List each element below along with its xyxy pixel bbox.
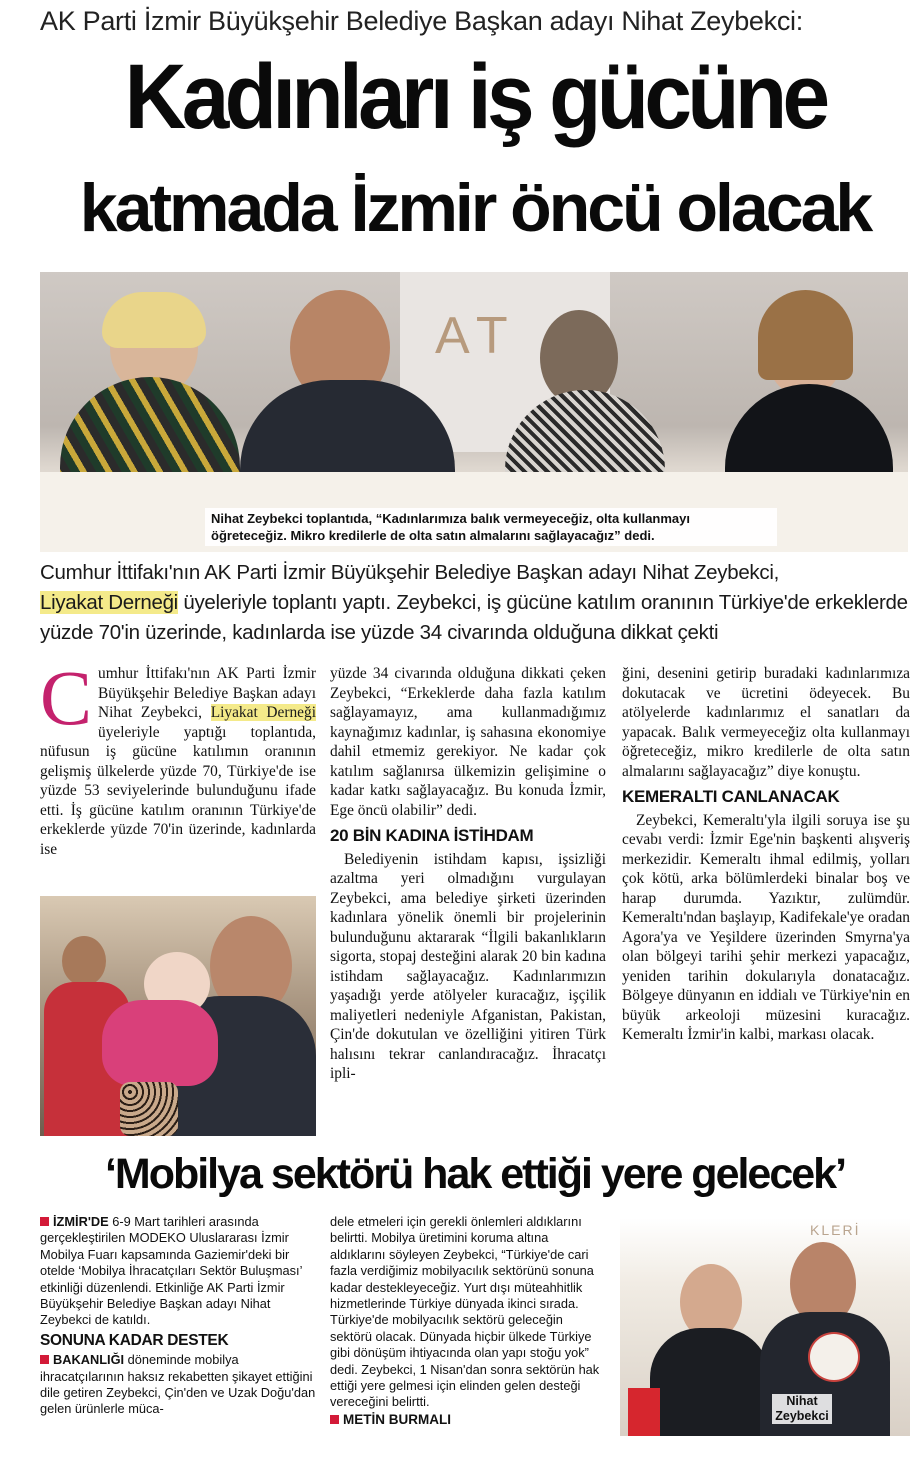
column-1-text-b: üyeleriyle yaptığı toplantıda, nüfusun iş gücüne katılımın oranının gelişmiş ülkelerde yüzde 70, Türkiye'de ise yüzde 53 seviyelerinde bulunduğunu ifade etti. İş gücüne katılım oranının Türkiye'de erkeklerde yüzde 70'in üzerinde, kadınlarda ise — [40, 723, 316, 858]
lead-paragraph — [40, 558, 910, 648]
second-column-2 — [330, 1214, 606, 1428]
article-column-2 — [330, 664, 606, 1084]
man-left — [650, 1328, 770, 1436]
second-column-1 — [40, 1214, 316, 1418]
para-lead: BAKANLIĞI — [53, 1352, 125, 1368]
baby-body — [102, 1000, 218, 1086]
photo-caption-line-1: Nihat Zeybekci toplantıda, “Kadınlarımıza balık vermeyeceğiz, olta kullanmayı — [211, 511, 690, 526]
kicker: AK Parti İzmir Büyükşehir Belediye Başkan adayı Nihat Zeybekci: — [40, 6, 803, 36]
column-1-text-a: umhur İttifakı'nın AK Parti İzmir Büyükşehir Belediye Başkan adayı Nihat Zeybekci, — [98, 665, 316, 721]
drop-cap: C — [40, 654, 93, 741]
headline-line-2: katmada İzmir öncü olacak — [79, 170, 871, 246]
second-col-2-text: dele etmeleri için gerekli önlemleri aldıklarını belirtti. Mobilya üretimini koruma altına aldıklarını söyleyen Zeybekci, “Türkiye'de cari fazla verdiğimiz mobilyacılık sektörünü sonuna kadar destekleyeceğiz. Yurt dışı müteahhitlik hizmetlerinde Türkiye dünyada ikinci sırada. Türkiye'de mobilyacılık sektörü geleceğin sektörü olacak. Dünyada hiçbir ülkede Türkiye gibi dönüşüm ihtiyacında olan yapı stoğu yok” dedi. Zeybekci, 1 Nisan'dan sonra sektörün hak ettiği yere gelmesi için elinden gelen desteği vereceğini belirtti. — [330, 1214, 600, 1410]
lead-text-1: Cumhur İttifakı'nın AK Parti İzmir Büyükşehir Belediye Başkan adayı Nihat Zeybekci, — [40, 561, 779, 584]
lead-text-2: üyeleriyle toplantı yaptı. Zeybekci, iş gücüne katılım oranının Türkiye'de erkeklerde yüzde 70'in üzerinde, kadınlarda ise yüzde 34 civarında olduğuna dikkat çekti — [40, 591, 908, 644]
column-3-text-b: Zeybekci, Kemeraltı'yla ilgili soruya ise şu cevabı verdi: İzmir Ege'nin başkenti alışveriş merkezidir. Kemeraltı ihmal edilmiş, yolları çok kötü, arka bölümlerdeki binalar boş ve harap durumda. Yazıktır, zulümdür. Kemeraltı'ndan başlayıp, Kadifekale'ye oradan Agora'ya ve Yeşildere üzerinden Smyrna'ya olan bölgeyi tarihi şehir merkezi yapacağız, yeniden tarihin dokularıyla donatacağız. Bölgeye dünyanın en iddialı ve Türkiye'nin en büyük arkeoloji müzesini kuracağız. Kemeraltı İzmir'in kalbi, markası olacak. — [622, 811, 910, 1043]
backdrop-text: AT — [435, 307, 518, 365]
subhead-employment: 20 BİN KADINA İSTİHDAM — [330, 826, 534, 845]
bullet-square — [40, 1217, 49, 1226]
person-1-hair — [102, 292, 206, 348]
byline — [330, 1412, 606, 1428]
lead-highlight: Liyakat Derneği — [40, 591, 178, 614]
column-3-text-a: ğini, desenini getirip buradaki kadınlarımıza dokutacak ve ücretini ödeyecek. Bu atölyelerde kadınlarımız el sanatları da yapacak. Balık vermeyeceğiz olta kullanmayı öğreteceğiz, mikro kredilerle de olta satın almalarını sağlayacağız” diye konuştu. — [622, 665, 910, 780]
bullet-square — [40, 1355, 49, 1364]
second-col-1-text-a: 6-9 Mart tarihleri arasında gerçekleştirilen MODEKO Uluslararası İzmir Mobilya Fuarı kapsamında Gaziemir'deki bir otelde ‘Mobilya İhracatçıları Sektör Buluşması’ etkinliği düzenlendi. Etkinliğe AK Parti İzmir Büyükşehir Belediye Başkan adayı Nihat Zeybekci de katıldı. — [40, 1214, 302, 1328]
column-2-text-a: yüzde 34 civarında olduğuna dikkati çeken Zeybekci, “Erkeklerde daha fazla katılım sağlayamayız, ama kullanmadığımız kaynağımız kadınlar, iş sahasına ekonomiye dahil etmemiz gerekiyor. Ne kadar çok katılım sağlanırsa ülkemizin gelişimine o kadar katkı sağlayacağız. Bu konuda İzmir, Ege öncü olabilir” dedi. — [330, 665, 606, 819]
bullet-square — [330, 1415, 339, 1424]
award-photo-caption: Nihat Zeybekci — [772, 1394, 832, 1424]
person-4-hair — [758, 290, 853, 380]
second-col-1-para-b — [40, 1352, 316, 1418]
man-background-head — [62, 936, 106, 986]
second-col-1-text-b: döneminde mobilya ihracatçılarının haksız rekabetten şikayet ettiğini dile getiren Zeybekci, Çin'den ve Uzak Doğu'dan gelen ürünlerle müca- — [40, 1352, 316, 1417]
flag — [628, 1388, 660, 1436]
subhead-support: SONUNA KADAR DESTEK — [40, 1331, 229, 1349]
dateline: İZMİR'DE — [53, 1214, 109, 1229]
article-column-1 — [40, 654, 316, 859]
photo-caption — [205, 508, 777, 546]
baby-legs — [120, 1082, 178, 1136]
byline-name: METİN BURMALI — [343, 1411, 451, 1427]
photo-caption-line-2: öğreteceğiz. Mikro kredilerle de olta satın almalarını sağlayacağız” dedi. — [211, 528, 655, 543]
baby-photo — [40, 896, 316, 1136]
subhead-kemeralti: KEMERALTI CANLANACAK — [622, 787, 840, 806]
photo-wall-text: KLERİ — [810, 1222, 861, 1238]
award-photo — [620, 1218, 910, 1436]
headline-line-1: Kadınları iş gücüne — [124, 46, 826, 148]
second-headline: ‘Mobilya sektörü hak ettiği yere gelecek’ — [104, 1150, 846, 1198]
article-column-3 — [622, 664, 910, 1045]
award-ball — [808, 1332, 860, 1382]
column-1-highlight: Liyakat Derneği — [210, 704, 316, 721]
column-2-text-b: Belediyenin istihdam kapısı, işsizliği azaltma yeri olmadığını vurgulayan Zeybekci, ama belediye şirketi üzerinden kadınlara yönelik önemli bir projelerinin bulunduğunu aktararak “İlgili bakanlıkların sigorta, stopaj desteğini alarak 20 bin kadına istihdam sağlayacağız. Kadınlarımızın yaşadığı yerde atölyeler kuracağız, işçilik maliyetleri nedeniyle Afganistan, Pakistan, Çin'de dokutulan ve özelliğini yitiren Türk halısını tekrar canlandıracağız. İhracatçı ipli- — [330, 850, 606, 1082]
second-col-1-para — [40, 1214, 316, 1329]
